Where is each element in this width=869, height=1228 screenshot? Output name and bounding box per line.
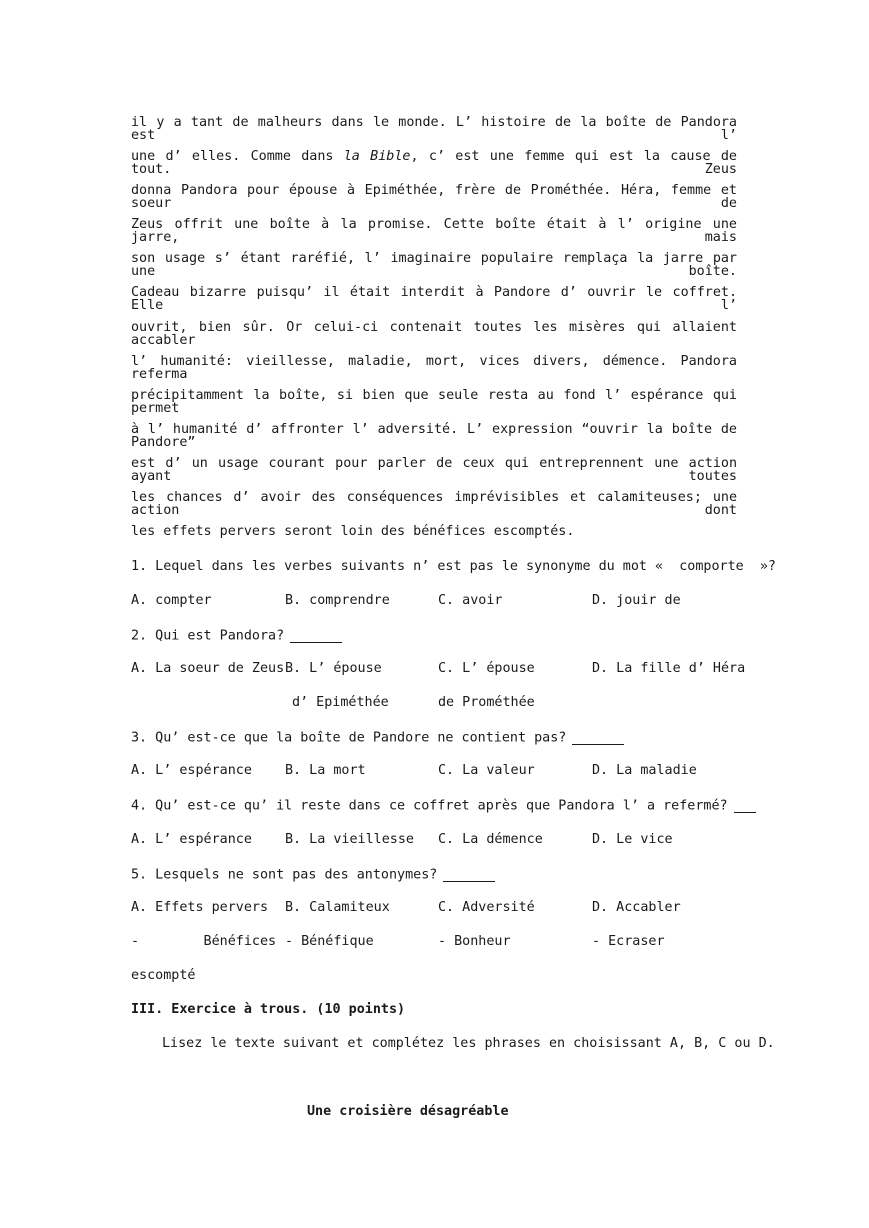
passage-line: ouvrit, bien sûr. Or celui-ci contenait toutes les misères qui allaient accabler xyxy=(131,320,737,349)
q2-option-c-cont: de Prométhée xyxy=(438,695,535,710)
q5-option-d-cont: - Ecraser xyxy=(592,934,665,949)
q2-option-b-cont: d’ Epiméthée xyxy=(292,695,389,710)
passage-line: il y a tant de malheurs dans le monde. L’ histoire de la boîte de Pandora est l’ xyxy=(131,115,737,144)
q1-option-d: D. jouir de xyxy=(592,593,681,608)
q3-option-d: D. La maladie xyxy=(592,763,697,778)
question-2: 2. Qui est Pandora? xyxy=(131,628,342,643)
answer-blank[interactable] xyxy=(290,628,342,643)
q5-option-a: A. Effets pervers xyxy=(131,900,269,915)
section-instruction: Lisez le texte suivant et complétez les phrases en choisissant A, B, C ou D. xyxy=(162,1036,775,1051)
passage-line: Zeus offrit une boîte à la promise. Cette boîte était à l’ origine une jarre, mais xyxy=(131,217,737,246)
q2-option-c: C. L’ épouse xyxy=(438,661,535,676)
answer-blank[interactable] xyxy=(572,730,624,745)
q2-option-b: B. L’ épouse xyxy=(285,661,382,676)
q1-option-b: B. comprendre xyxy=(285,593,390,608)
q4-option-c: C. La démence xyxy=(438,832,543,847)
section-heading: III. Exercice à trous. (10 points) xyxy=(131,1002,406,1017)
passage-line: les chances d’ avoir des conséquences imprévisibles et calamiteuses; une action dont xyxy=(131,490,737,519)
q5-option-a-cont: - Bénéfices xyxy=(131,934,277,949)
q5-option-a-cont2: escompté xyxy=(131,968,196,983)
passage-line: à l’ humanité d’ affronter l’ adversité. L’ expression “ouvrir la boîte de Pandore” xyxy=(131,422,737,451)
passage-line: les effets pervers seront loin des bénéfices escomptés. xyxy=(131,524,575,539)
passage-line: une d’ elles. Comme dans la Bible, c’ est une femme qui est la cause de tout. Zeus xyxy=(131,149,737,178)
q2-option-d: D. La fille d’ Héra xyxy=(592,661,746,676)
q3-option-c: C. La valeur xyxy=(438,763,535,778)
passage-line: son usage s’ étant raréfié, l’ imaginaire populaire remplaça la jarre par une boîte. xyxy=(131,251,737,280)
q5-option-d: D. Accabler xyxy=(592,900,681,915)
passage-line: est d’ un usage courant pour parler de ceux qui entreprennent une action ayant toutes xyxy=(131,456,737,485)
exercise-title: Une croisière désagréable xyxy=(307,1104,509,1119)
q1-option-a: A. compter xyxy=(131,593,212,608)
q4-option-a: A. L’ espérance xyxy=(131,832,252,847)
q5-option-c: C. Adversité xyxy=(438,900,535,915)
q2-option-a: A. La soeur de Zeus xyxy=(131,661,285,676)
q4-option-d: D. Le vice xyxy=(592,832,673,847)
question-5: 5. Lesquels ne sont pas des antonymes? xyxy=(131,867,495,882)
answer-blank[interactable] xyxy=(734,798,756,813)
passage-line: Cadeau bizarre puisqu’ il était interdit à Pandore d’ ouvrir le coffret. Elle l’ xyxy=(131,285,737,314)
question-3: 3. Qu’ est-ce que la boîte de Pandore ne contient pas? xyxy=(131,730,624,745)
q4-option-b: B. La vieillesse xyxy=(285,832,414,847)
passage-line: précipitamment la boîte, si bien que seule resta au fond l’ espérance qui permet xyxy=(131,388,737,417)
bible-title: la Bible xyxy=(343,149,411,164)
q3-option-a: A. L’ espérance xyxy=(131,763,252,778)
passage-line: donna Pandora pour épouse à Epiméthée, frère de Prométhée. Héra, femme et soeur de xyxy=(131,183,737,212)
answer-blank[interactable] xyxy=(443,867,495,882)
q5-option-b-cont: - Bénéfique xyxy=(285,934,374,949)
question-1: 1. Lequel dans les verbes suivants n’ est pas le synonyme du mot « comporte »? xyxy=(131,559,776,574)
q5-option-b: B. Calamiteux xyxy=(285,900,390,915)
q1-option-c: C. avoir xyxy=(438,593,503,608)
q5-option-c-cont: - Bonheur xyxy=(438,934,511,949)
q3-option-b: B. La mort xyxy=(285,763,366,778)
passage-line: l’ humanité: vieillesse, maladie, mort, vices divers, démence. Pandora referma xyxy=(131,354,737,383)
question-4: 4. Qu’ est-ce qu’ il reste dans ce coffret après que Pandora l’ a refermé? xyxy=(131,798,756,813)
